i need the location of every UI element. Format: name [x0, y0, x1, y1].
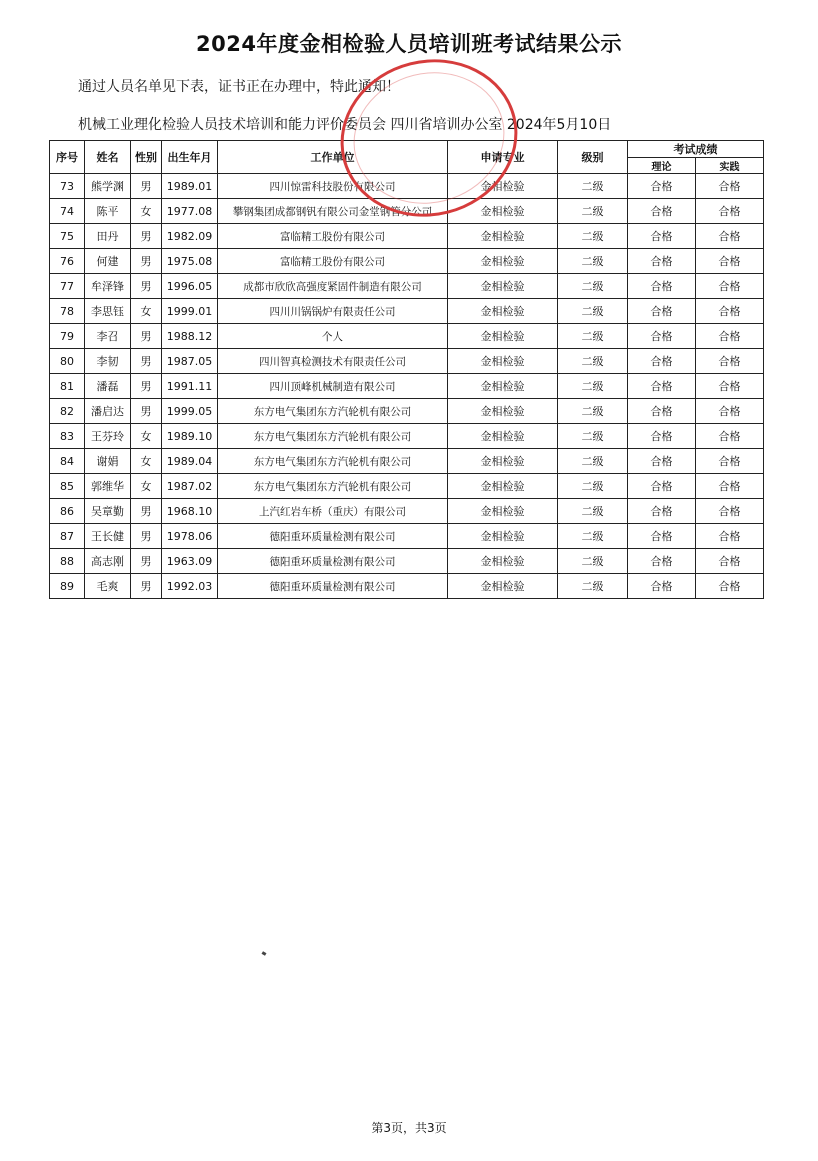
cell-major: 金相检验 [448, 424, 558, 449]
cell-gender: 女 [131, 449, 162, 474]
cell-seq: 81 [50, 374, 85, 399]
cell-birth: 1991.11 [162, 374, 218, 399]
cell-seq: 84 [50, 449, 85, 474]
cell-practice: 合格 [696, 474, 764, 499]
cell-birth: 1975.08 [162, 249, 218, 274]
cell-major: 金相检验 [448, 174, 558, 199]
cell-company: 德阳重环质量检测有限公司 [218, 574, 448, 599]
cell-practice: 合格 [696, 324, 764, 349]
cell-practice: 合格 [696, 399, 764, 424]
page-footer: 第3页，共3页 [371, 1121, 447, 1135]
cell-seq: 80 [50, 349, 85, 374]
cell-major: 金相检验 [448, 399, 558, 424]
cell-company: 个人 [218, 324, 448, 349]
page-title: 2024年度金相检验人员培训班考试结果公示 [196, 32, 622, 56]
cell-major: 金相检验 [448, 574, 558, 599]
cell-practice: 合格 [696, 174, 764, 199]
cell-practice: 合格 [696, 224, 764, 249]
cell-major: 金相检验 [448, 324, 558, 349]
cell-gender: 男 [131, 224, 162, 249]
cell-name: 王芬玲 [85, 424, 131, 449]
header-company: 工作单位 [218, 141, 448, 174]
cell-level: 二级 [558, 399, 628, 424]
results-table [49, 140, 764, 599]
cell-name: 李韧 [85, 349, 131, 374]
cell-name: 李召 [85, 324, 131, 349]
cell-level: 二级 [558, 374, 628, 399]
cell-gender: 男 [131, 549, 162, 574]
cell-theory: 合格 [628, 474, 696, 499]
cell-practice: 合格 [696, 424, 764, 449]
cell-gender: 男 [131, 574, 162, 599]
cell-practice: 合格 [696, 574, 764, 599]
cell-company: 富临精工股份有限公司 [218, 249, 448, 274]
cell-name: 陈平 [85, 199, 131, 224]
header-gender: 性别 [131, 141, 162, 174]
cell-birth: 1987.02 [162, 474, 218, 499]
issuer-text: 机械工业理化检验人员技术培训和能力评价委员会 四川省培训办公室 2024年5月10日 [78, 117, 612, 133]
cell-level: 二级 [558, 549, 628, 574]
cell-major: 金相检验 [448, 549, 558, 574]
cell-seq: 86 [50, 499, 85, 524]
cell-theory: 合格 [628, 549, 696, 574]
cell-practice: 合格 [696, 299, 764, 324]
cell-gender: 男 [131, 274, 162, 299]
scan-speck [262, 951, 267, 956]
cell-name: 田丹 [85, 224, 131, 249]
cell-company: 东方电气集团东方汽轮机有限公司 [218, 449, 448, 474]
cell-gender: 女 [131, 474, 162, 499]
cell-company: 东方电气集团东方汽轮机有限公司 [218, 399, 448, 424]
cell-theory: 合格 [628, 374, 696, 399]
cell-birth: 1989.04 [162, 449, 218, 474]
cell-major: 金相检验 [448, 449, 558, 474]
notice-text: 通过人员名单见下表，证书正在办理中，特此通知！ [78, 79, 400, 95]
cell-level: 二级 [558, 324, 628, 349]
cell-major: 金相检验 [448, 349, 558, 374]
cell-practice: 合格 [696, 274, 764, 299]
table-row [50, 374, 764, 399]
cell-major: 金相检验 [448, 374, 558, 399]
cell-level: 二级 [558, 199, 628, 224]
table-row [50, 274, 764, 299]
table-body [50, 174, 764, 599]
header-name: 姓名 [85, 141, 131, 174]
cell-level: 二级 [558, 224, 628, 249]
cell-theory: 合格 [628, 299, 696, 324]
cell-major: 金相检验 [448, 274, 558, 299]
cell-name: 谢娟 [85, 449, 131, 474]
table-row [50, 224, 764, 249]
cell-practice: 合格 [696, 349, 764, 374]
cell-gender: 男 [131, 399, 162, 424]
cell-birth: 1996.05 [162, 274, 218, 299]
cell-gender: 男 [131, 524, 162, 549]
cell-seq: 73 [50, 174, 85, 199]
cell-name: 熊学渊 [85, 174, 131, 199]
cell-seq: 85 [50, 474, 85, 499]
cell-level: 二级 [558, 424, 628, 449]
cell-gender: 女 [131, 424, 162, 449]
cell-major: 金相检验 [448, 249, 558, 274]
cell-theory: 合格 [628, 324, 696, 349]
cell-birth: 1987.05 [162, 349, 218, 374]
cell-theory: 合格 [628, 174, 696, 199]
table-row [50, 199, 764, 224]
cell-theory: 合格 [628, 449, 696, 474]
cell-gender: 女 [131, 199, 162, 224]
cell-name: 何建 [85, 249, 131, 274]
cell-company: 四川惊雷科技股份有限公司 [218, 174, 448, 199]
cell-level: 二级 [558, 174, 628, 199]
cell-theory: 合格 [628, 274, 696, 299]
cell-seq: 77 [50, 274, 85, 299]
cell-birth: 1999.01 [162, 299, 218, 324]
cell-level: 二级 [558, 249, 628, 274]
cell-practice: 合格 [696, 524, 764, 549]
cell-birth: 1992.03 [162, 574, 218, 599]
cell-theory: 合格 [628, 524, 696, 549]
cell-company: 德阳重环质量检测有限公司 [218, 549, 448, 574]
cell-seq: 88 [50, 549, 85, 574]
cell-level: 二级 [558, 574, 628, 599]
cell-birth: 1988.12 [162, 324, 218, 349]
cell-seq: 82 [50, 399, 85, 424]
cell-birth: 1978.06 [162, 524, 218, 549]
header-practice: 实践 [696, 158, 764, 174]
cell-gender: 男 [131, 374, 162, 399]
cell-gender: 男 [131, 349, 162, 374]
cell-level: 二级 [558, 299, 628, 324]
table-row [50, 424, 764, 449]
cell-practice: 合格 [696, 449, 764, 474]
cell-theory: 合格 [628, 499, 696, 524]
cell-company: 四川顶峰机械制造有限公司 [218, 374, 448, 399]
table-row [50, 174, 764, 199]
header-result: 考试成绩 [628, 141, 764, 158]
cell-gender: 男 [131, 324, 162, 349]
table-row [50, 324, 764, 349]
header-major: 申请专业 [448, 141, 558, 174]
cell-level: 二级 [558, 274, 628, 299]
cell-gender: 男 [131, 249, 162, 274]
cell-seq: 75 [50, 224, 85, 249]
cell-name: 李思钰 [85, 299, 131, 324]
cell-birth: 1999.05 [162, 399, 218, 424]
cell-seq: 79 [50, 324, 85, 349]
table-row [50, 349, 764, 374]
cell-name: 潘启达 [85, 399, 131, 424]
cell-name: 吴章勤 [85, 499, 131, 524]
cell-seq: 74 [50, 199, 85, 224]
cell-theory: 合格 [628, 399, 696, 424]
cell-practice: 合格 [696, 549, 764, 574]
cell-company: 东方电气集团东方汽轮机有限公司 [218, 424, 448, 449]
cell-level: 二级 [558, 499, 628, 524]
cell-major: 金相检验 [448, 474, 558, 499]
table-row [50, 574, 764, 599]
cell-birth: 1989.10 [162, 424, 218, 449]
cell-company: 四川智真检测技术有限责任公司 [218, 349, 448, 374]
cell-seq: 76 [50, 249, 85, 274]
cell-name: 王长健 [85, 524, 131, 549]
cell-level: 二级 [558, 524, 628, 549]
header-birth: 出生年月 [162, 141, 218, 174]
cell-gender: 女 [131, 299, 162, 324]
cell-name: 高志刚 [85, 549, 131, 574]
cell-level: 二级 [558, 474, 628, 499]
table-row [50, 524, 764, 549]
cell-level: 二级 [558, 349, 628, 374]
cell-major: 金相检验 [448, 524, 558, 549]
table-row [50, 549, 764, 574]
cell-practice: 合格 [696, 499, 764, 524]
cell-company: 德阳重环质量检测有限公司 [218, 524, 448, 549]
cell-birth: 1982.09 [162, 224, 218, 249]
cell-major: 金相检验 [448, 199, 558, 224]
cell-theory: 合格 [628, 249, 696, 274]
table-row [50, 499, 764, 524]
cell-name: 潘磊 [85, 374, 131, 399]
cell-gender: 男 [131, 499, 162, 524]
cell-theory: 合格 [628, 424, 696, 449]
cell-gender: 男 [131, 174, 162, 199]
cell-birth: 1963.09 [162, 549, 218, 574]
cell-birth: 1977.08 [162, 199, 218, 224]
cell-theory: 合格 [628, 224, 696, 249]
cell-practice: 合格 [696, 374, 764, 399]
cell-seq: 83 [50, 424, 85, 449]
cell-name: 郭维华 [85, 474, 131, 499]
cell-birth: 1989.01 [162, 174, 218, 199]
table-row [50, 299, 764, 324]
cell-practice: 合格 [696, 199, 764, 224]
cell-seq: 89 [50, 574, 85, 599]
cell-company: 富临精工股份有限公司 [218, 224, 448, 249]
table-row [50, 449, 764, 474]
cell-theory: 合格 [628, 574, 696, 599]
cell-name: 牟泽锋 [85, 274, 131, 299]
cell-theory: 合格 [628, 199, 696, 224]
table-row [50, 249, 764, 274]
cell-major: 金相检验 [448, 499, 558, 524]
cell-seq: 87 [50, 524, 85, 549]
cell-company: 成都市欣欣高强度紧固件制造有限公司 [218, 274, 448, 299]
table-row [50, 474, 764, 499]
cell-level: 二级 [558, 449, 628, 474]
cell-seq: 78 [50, 299, 85, 324]
table-row [50, 399, 764, 424]
cell-practice: 合格 [696, 249, 764, 274]
cell-major: 金相检验 [448, 224, 558, 249]
cell-company: 四川川锅锅炉有限责任公司 [218, 299, 448, 324]
cell-company: 攀钢集团成都钢钒有限公司金堂钢管分公司 [218, 199, 448, 224]
header-theory: 理论 [628, 158, 696, 174]
cell-birth: 1968.10 [162, 499, 218, 524]
cell-theory: 合格 [628, 349, 696, 374]
header-level: 级别 [558, 141, 628, 174]
cell-name: 毛爽 [85, 574, 131, 599]
cell-major: 金相检验 [448, 299, 558, 324]
header-seq: 序号 [50, 141, 85, 174]
cell-company: 上汽红岩车桥（重庆）有限公司 [218, 499, 448, 524]
cell-company: 东方电气集团东方汽轮机有限公司 [218, 474, 448, 499]
